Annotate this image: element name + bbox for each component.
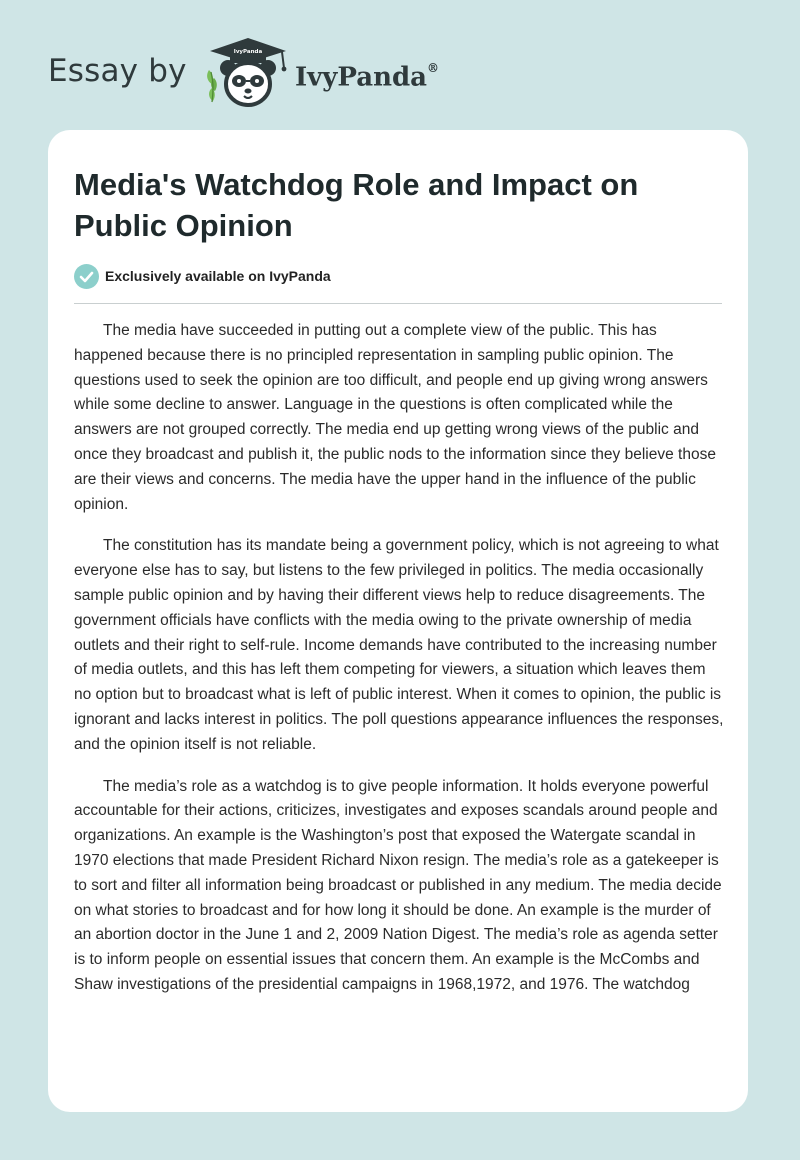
page-title: Media's Watchdog Role and Impact on Public Opinion [74,167,639,243]
exclusive-badge [74,263,331,289]
check-circle-icon [74,264,99,289]
article-body [74,319,724,1015]
essay-by-label: Essay by [48,53,187,89]
brand-text: IvyPanda [295,62,428,93]
brand-name[interactable] [295,55,439,95]
paragraph: The media have succeeded in putting out a complete view of the public. This has happened because there is no principled representation in sampling public opinion. The questions used to seek the opinion are too difficult, and people end up giving wrong answers while some decline to answer. Language in the questions is often complicated while the answers are not grouped correctly. The media end up getting wrong views of the public and once they broadcast and publish it, the public nods to the information since they believe those are their views and concerns. The media have the upper hand in the influence of the public opinion. [74,322,716,513]
badge-label: Exclusively available on IvyPanda [105,268,331,284]
divider [74,303,722,304]
article-card [48,130,748,1112]
paragraph: The media’s role as a watchdog is to give people information. It holds everyone powerful accountable for their actions, criticizes, investigates and exposes scandals around people and organizations. An example is the Washington’s post that exposed the Watergate scandal in 1970 elections that made President Richard Nixon resign. The media’s role as a gatekeeper is to sort and filter all information being broadcast or published in any medium. The media decide on what stories to broadcast and for how long it should be done. An example is the murder of an abortion doctor in the June 1 and 2, 2009 Nation Digest. The media’s role as agenda setter is to inform people on essential issues that concern them. An example is the McCombs and Shaw investigations of the presidential campaigns in 1968,1972, and 1976. The watchdog [74,777,722,993]
registered-mark: ® [427,61,440,75]
panda-graduate-icon[interactable] [200,34,296,114]
ivy-leaf-icon [207,70,217,102]
site-header [0,0,800,120]
logo-cap-text: IvyPanda [233,49,263,55]
paragraph: The constitution has its mandate being a government policy, which is not agreeing to what everyone else has to say, but listens to the few privileged in politics. The media occasionally sample public opinion and by having their different views help to reduce disagreements. The government officials have conflicts with the media owing to the private ownership of media outlets and their right to self-rule. Income demands have contributed to the increasing number of media outlets, and this has left them competing for viewers, a situation which leaves them no option but to broadcast what is left of public interest. When it comes to opinion, the public is ignorant and lacks interest in politics. The poll questions appearance influences the responses, and the opinion itself is not reliable. [74,537,724,753]
